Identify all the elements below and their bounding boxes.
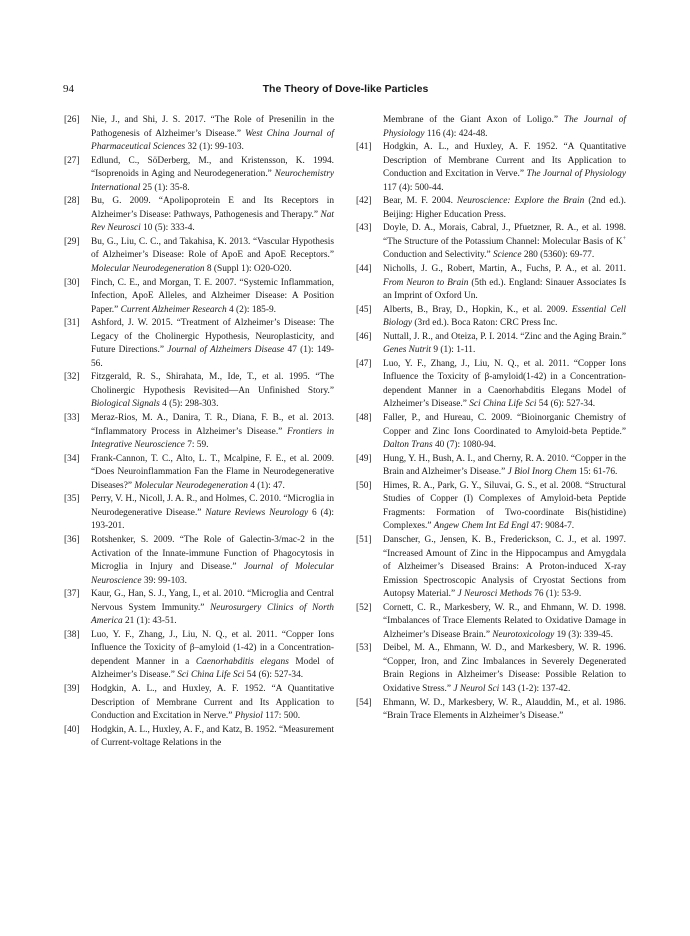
reference-entry xyxy=(356,114,626,141)
reference-entry xyxy=(64,453,334,494)
reference-authors-title: Nicholls, J. G., Robert, Martin, A., Fuchs, P. A., et al. 2011. xyxy=(383,264,626,275)
reference-journal: Journal of Alzheimers Disease xyxy=(167,345,285,356)
page-number: 94 xyxy=(63,83,74,95)
reference-entry xyxy=(356,195,626,222)
reference-volume-pages: 15: 61-76. xyxy=(578,467,618,478)
reference-volume-pages: 47: 9084-7. xyxy=(531,521,575,532)
reference-number: [33] xyxy=(64,413,80,424)
reference-text xyxy=(91,683,334,724)
reference-entry xyxy=(356,602,626,643)
reference-entry xyxy=(356,412,626,453)
reference-volume-pages: 117 (4): 500-44. xyxy=(383,182,444,193)
reference-volume-pages: 8 (Suppl 1): O20-O20. xyxy=(206,264,292,275)
reference-number: [41] xyxy=(356,142,372,153)
reference-text xyxy=(91,317,334,371)
reference-entry xyxy=(356,453,626,480)
reference-title-continued: Conduction and Selectivity.” xyxy=(383,250,491,261)
reference-volume-pages: 40 (7): 1080-94. xyxy=(434,440,496,451)
reference-number: [29] xyxy=(64,236,80,247)
reference-number: [31] xyxy=(64,318,80,329)
reference-text xyxy=(383,141,626,195)
reference-entry xyxy=(356,480,626,534)
reference-journal: Journal of Molecular Neuroscience xyxy=(91,562,335,586)
reference-journal: J Biol Inorg Chem xyxy=(507,467,577,478)
reference-journal: Angew Chem Int Ed Engl xyxy=(433,521,529,532)
reference-number: [26] xyxy=(64,115,80,125)
reference-volume-pages: 7: 59. xyxy=(187,440,209,451)
reference-entry xyxy=(64,724,334,751)
reference-volume-pages: 76 (1): 53-9. xyxy=(534,589,582,600)
reference-journal: Sci China Life Sci xyxy=(177,670,245,681)
reference-authors-title: Luo, Y. F., Zhang, J., Liu, N. Q., et al. 2011. “Copper Ions Influence the Toxicity of β–amyloid (1-42) in a Concentration-dependent Manner in a xyxy=(91,629,334,667)
reference-authors-title: Luo, Y. F., Zhang, J., Liu, N. Q., et al. 2011. “Copper Ions Influence the Toxicity of β-amyloid(1-42) in a Concentration-dependent Manner in a Caenorhabditis Elegans Model of Alzheimer’s Disease.” xyxy=(383,358,626,410)
reference-number: [46] xyxy=(356,331,372,342)
reference-text xyxy=(383,412,626,453)
reference-number: [32] xyxy=(64,372,80,383)
reference-volume-pages: 19 (3): 339-45. xyxy=(556,629,613,640)
reference-journal: Nat Rev Neurosci xyxy=(91,209,334,234)
reference-authors-title: Bu, G., Liu, C. C., and Takahisa, K. 2013. “Vascular Hypothesis of Alzheimer’s Disease: Role of ApoE and ApoE Receptors.” xyxy=(91,236,334,261)
reference-volume-pages: 143 (1-2): 137-42. xyxy=(501,683,571,694)
reference-authors-title: Finch, C. E., and Morgan, T. E. 2007. “Systemic Inflammation, Infection, ApoE Alleles, and Alzheimer Disease: A Position Paper.” xyxy=(91,277,334,315)
reference-number: [34] xyxy=(64,453,80,464)
reference-number: [52] xyxy=(356,602,372,613)
reference-authors-title: Alberts, B., Bray, D., Hopkin, K., et al. 2009. xyxy=(383,304,568,315)
reference-text xyxy=(383,480,626,534)
reference-journal: Biological Signals xyxy=(91,399,160,410)
reference-entry xyxy=(64,371,334,412)
reference-journal: The Journal of Physiology xyxy=(383,115,626,139)
reference-entry xyxy=(64,588,334,629)
superscript: + xyxy=(622,235,626,242)
reference-authors-title: Bu, G. 2009. “Apolipoprotein E and Its Receptors in Alzheimer’s Disease: Pathways, Pathogenesis and Therapy.” xyxy=(91,196,334,220)
reference-journal: The Journal of Physiology xyxy=(526,169,626,180)
reference-number: [54] xyxy=(356,697,372,708)
reference-volume-pages: 21 (1): 43-51. xyxy=(125,616,177,627)
reference-number: [53] xyxy=(356,643,372,654)
reference-entry xyxy=(64,629,334,683)
reference-entry xyxy=(64,277,334,318)
reference-authors-title: Fitzgerald, R. S., Shirahata, M., Ide, T., et al. 1995. “The Cholinergic Hypothesis Revisited—An Unfinished Story.” xyxy=(91,372,334,396)
reference-volume-pages: 32 (1): 99-103. xyxy=(187,142,244,153)
reference-number: [35] xyxy=(64,494,80,505)
reference-text xyxy=(91,277,334,318)
reference-number: [40] xyxy=(64,724,80,735)
reference-journal: Nature Reviews Neurology xyxy=(205,507,309,518)
reference-text xyxy=(383,453,626,480)
reference-authors-title: Hodgkin, A. L., and Huxley, A. F. 1952. “A Quantitative Description of Membrane Current and Its Application to Conduction and Excitation in Nerve.” xyxy=(91,683,334,722)
reference-volume-pages: 47 (1): 149-56. xyxy=(91,345,334,369)
reference-authors-title: Meraz-Rios, M. A., Danira, T. R., Diana, F. B., et al. 2013. “Inflammatory Process in Alzheimer’s Disease.” xyxy=(91,413,334,437)
reference-entry xyxy=(356,642,626,696)
reference-authors-title: Hung, Y. H., Bush, A. I., and Cherny, R. A. 2010. “Copper in the Brain and Alzheimer’s Disease.” xyxy=(383,453,626,478)
reference-number: [27] xyxy=(64,155,80,166)
reference-authors-title: Cornett, C. R., Markesbery, W. R., and Ehmann, W. D. 1998. “Imbalances of Trace Elements Related to Oxidative Damage in Alzheimer’s Disease Brain.” xyxy=(383,602,626,640)
reference-text xyxy=(91,724,334,751)
reference-entry xyxy=(356,358,626,412)
reference-volume-pages: (2nd ed.). Beijing: Higher Education Press. xyxy=(383,196,627,220)
reference-journal: Neurosurgery Clinics of North America xyxy=(91,602,334,627)
reference-volume-pages: 4 (5): 298-303. xyxy=(162,399,219,410)
reference-column-left xyxy=(64,114,334,751)
reference-journal: Neurochemistry International xyxy=(91,169,334,193)
reference-number: [51] xyxy=(356,534,372,545)
reference-authors-title: Himes, R. A., Park, G. Y., Siluvai, G. S., et al. 2008. “Structural Studies of Copper (I) Complexes of Amyloid-beta Peptide Fragments: Formation of Two-coordinate Bis(histidine) Complexes.” xyxy=(383,480,626,532)
reference-volume-pages: 9 (1): 1-11. xyxy=(433,345,476,356)
reference-journal: Neuroscience: Explore the Brain xyxy=(456,196,585,207)
reference-text xyxy=(383,222,626,263)
reference-entry xyxy=(64,683,334,724)
reference-text xyxy=(383,195,626,222)
reference-text xyxy=(383,263,626,304)
reference-volume-pages: 54 (6): 527-34. xyxy=(246,670,304,681)
reference-text xyxy=(383,358,626,412)
reference-volume-pages: 117: 500. xyxy=(265,711,301,722)
reference-entry xyxy=(64,317,334,371)
reference-entry xyxy=(64,236,334,277)
reference-authors-title: Hodgkin, A. L., Huxley, A. F., and Katz, B. 1952. “Measurement of Current-voltage Relations in the xyxy=(91,724,334,749)
reference-journal: Frontiers in Integrative Neuroscience xyxy=(91,426,334,451)
reference-title-continued: Model of Alzheimer’s Disease.” xyxy=(91,656,335,681)
reference-text xyxy=(383,534,626,602)
reference-text xyxy=(91,493,334,534)
reference-authors-title: Bear, M. F. 2004. xyxy=(383,196,453,207)
reference-number: [37] xyxy=(64,589,80,600)
reference-text xyxy=(383,602,626,643)
reference-authors-title: Nuttall, J. R., and Oteiza, P. I. 2014. “Zinc and the Aging Brain.” xyxy=(383,331,626,342)
reference-entry xyxy=(64,412,334,453)
reference-text xyxy=(91,453,334,494)
reference-volume-pages: 6 (4): 193-201. xyxy=(91,507,334,532)
reference-column-right xyxy=(356,114,626,724)
running-title: The Theory of Dove-like Particles xyxy=(262,83,429,95)
reference-text xyxy=(383,114,626,141)
reference-number: [48] xyxy=(356,413,372,424)
reference-journal: Molecular Neurodegeneration xyxy=(91,264,205,275)
reference-volume-pages: 4 (1): 47. xyxy=(250,480,285,491)
reference-volume-pages: 280 (5360): 69-77. xyxy=(523,250,595,261)
reference-text xyxy=(91,236,334,277)
reference-text xyxy=(91,629,334,683)
reference-number: [44] xyxy=(356,264,372,275)
reference-journal: Physiol xyxy=(234,711,263,722)
reference-authors-title: Faller, P., and Hureau, C. 2009. “Bioinorganic Chemistry of Copper and Zinc Ions Coordinated to Amyloid-beta Peptide.” xyxy=(383,413,626,437)
reference-entry xyxy=(64,493,334,534)
reference-number: [39] xyxy=(64,683,80,694)
reference-journal: J Neurosci Methods xyxy=(457,589,532,600)
reference-journal: Caenorhabditis elegans xyxy=(195,656,289,667)
reference-number: [45] xyxy=(356,304,372,315)
reference-entry xyxy=(356,697,626,724)
reference-entry xyxy=(356,534,626,602)
reference-volume-pages: 54 (6): 527-34. xyxy=(538,399,596,410)
reference-number: [42] xyxy=(356,196,372,207)
reference-volume-pages: 25 (1): 35-8. xyxy=(142,182,190,193)
reference-authors-title: Deibel, M. A., Ehmann, W. D., and Markesbery, W. R. 1996. “Copper, Iron, and Zinc Imbalances in Severely Degenerated Brain Regions in Alzheimer’s Disease: Possible Relation to Oxidative Stress.” xyxy=(383,643,626,694)
reference-journal: Science xyxy=(492,250,522,261)
reference-entry xyxy=(64,114,334,155)
reference-authors-title: Frank-Cannon, T. C., Alto, L. T., Mcalpine, F. E., et al. 2009. “Does Neuroinflammation Fan the Flame in Neurodegenerative Diseases?” xyxy=(91,453,334,491)
reference-text xyxy=(91,412,334,453)
reference-journal: West China Journal of Pharmaceutical Sciences xyxy=(91,128,335,153)
reference-authors-title: Edlund, C., SöDerberg, M., and Kristensson, K. 1994. “Isoprenoids in Aging and Neurodegeneration.” xyxy=(91,155,334,180)
reference-text xyxy=(383,304,626,331)
reference-volume-pages: (5th ed.). England: Sinauer Associates Is an Imprint of Oxford Un. xyxy=(383,277,626,302)
reference-number: [30] xyxy=(64,277,80,288)
reference-volume-pages: 10 (5): 333-4. xyxy=(143,223,195,234)
reference-text xyxy=(91,534,334,588)
reference-number: [49] xyxy=(356,453,372,464)
reference-volume-pages: 4 (2): 185-9. xyxy=(229,304,276,315)
reference-authors-title: Perry, V. H., Nicoll, J. A. R., and Holmes, C. 2010. “Microglia in Neurodegenerative Disease.” xyxy=(91,494,335,518)
reference-text xyxy=(91,195,334,236)
reference-journal: Neurotoxicology xyxy=(492,629,555,640)
reference-text xyxy=(383,331,626,358)
reference-entry xyxy=(64,155,334,196)
reference-text xyxy=(91,114,334,155)
reference-authors-title: Ehmann, W. D., Markesbery, W. R., Alauddin, M., et al. 1986. “Brain Trace Elements in Alzheimer’s Disease.” xyxy=(383,697,626,722)
reference-authors-title: Doyle, D. A., Morais, Cabral, J., Pfuetzner, R. A., et al. 1998. “The Structure of the Potassium Channel: Molecular Basis of K xyxy=(383,223,626,247)
reference-number: [43] xyxy=(356,223,372,234)
reference-entry xyxy=(356,141,626,195)
reference-volume-pages: 39: 99-103. xyxy=(143,575,187,586)
reference-authors-title: Hodgkin, A. L., and Huxley, A. F. 1952. “A Quantitative Description of Membrane Current and Its Application to Conduction and Excitation in Verve.” xyxy=(383,142,626,180)
reference-journal: J Neurol Sci xyxy=(453,683,500,694)
reference-volume-pages: (3rd ed.). Boca Raton: CRC Press Inc. xyxy=(414,318,558,329)
page-header xyxy=(63,83,628,97)
reference-text xyxy=(91,588,334,629)
reference-authors-title: Membrane of the Giant Axon of Loligo.” xyxy=(383,115,559,125)
reference-authors-title: Kaur, G., Han, S. J., Yang, I., et al. 2010. “Microglia and Central Nervous System Immunity.” xyxy=(91,589,334,613)
reference-journal: Genes Nutrit xyxy=(383,345,432,356)
reference-number: [38] xyxy=(64,629,80,640)
reference-number: [47] xyxy=(356,358,372,369)
reference-authors-title: Ashford, J. W. 2015. “Treatment of Alzheimer’s Disease: The Legacy of the Cholinergic Hypothesis, Neuroplasticity, and Future Directions.” xyxy=(91,318,334,356)
reference-volume-pages: 116 (4): 424-48. xyxy=(426,128,488,139)
reference-text xyxy=(383,697,626,724)
reference-journal: Sci China Life Sci xyxy=(469,399,537,410)
reference-journal: Molecular Neurodegeneration xyxy=(134,480,248,491)
reference-journal: Essential Cell Biology xyxy=(383,304,626,329)
reference-number: [28] xyxy=(64,196,80,207)
reference-entry xyxy=(356,263,626,304)
reference-entry xyxy=(64,534,334,588)
reference-journal: Current Alzheimer Research xyxy=(120,304,227,315)
reference-text xyxy=(91,371,334,412)
reference-authors-title: Nie, J., and Shi, J. S. 2017. “The Role of Presenilin in the Pathogenesis of Alzheimer’s Disease.” xyxy=(91,115,334,139)
reference-authors-title: Danscher, G., Jensen, K. B., Frederickson, C. J., et al. 1997. “Increased Amount of Zinc in the Hippocampus and Amygdala of Alzheimer’s Diseased Brains: A Proton-induced X-ray Emission Spectroscopic Analysis of Cryostat Sections from Autopsy Material.” xyxy=(383,534,626,600)
reference-entry xyxy=(356,331,626,358)
reference-journal: Dalton Trans xyxy=(383,440,433,451)
reference-entry xyxy=(356,222,626,263)
reference-text xyxy=(91,155,334,196)
reference-number: [50] xyxy=(356,480,372,491)
reference-entry xyxy=(356,304,626,331)
reference-text xyxy=(383,642,626,696)
reference-authors-title: Rotshenker, S. 2009. “The Role of Galectin-3/mac-2 in the Activation of the Innate-immune Function of Phagocytosis in Microglia in Injury and Disease.” xyxy=(91,534,334,573)
reference-entry xyxy=(64,195,334,236)
reference-number: [36] xyxy=(64,534,80,545)
reference-journal: From Neuron to Brain xyxy=(383,277,469,288)
